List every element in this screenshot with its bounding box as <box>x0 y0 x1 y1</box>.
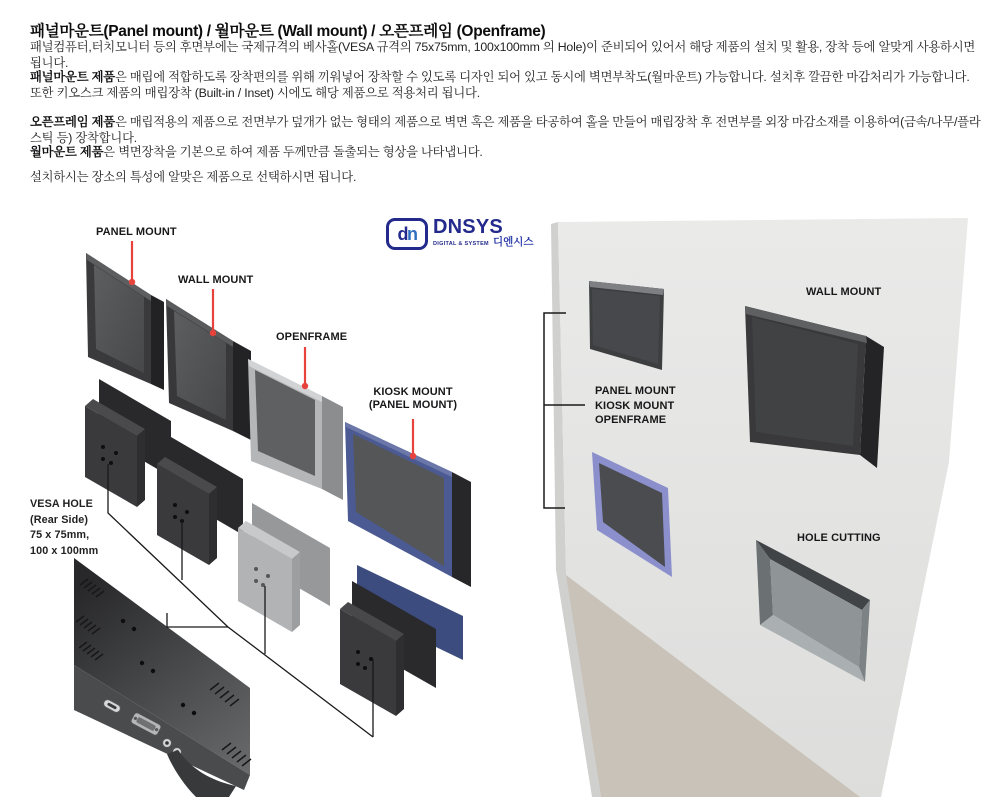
panel-mount-text: 은 매립에 적합하도록 장착편의를 위해 끼워넣어 장착할 수 있도록 디자인 되어 있고 동시에 벽면부착도(월마운트) 가능합니다. 설치후 깔끔한 마감처리가 가능합니다. <box>114 70 970 84</box>
wall-mount-paragraph <box>30 145 988 161</box>
intro-paragraph <box>30 40 988 71</box>
page-title: 패널마운트(Panel mount) / 월마운트 (Wall mount) / 오픈프레임 (Openframe) <box>30 23 546 41</box>
monitor-kiosk-mount <box>345 422 471 587</box>
logo-mark-d: d <box>397 224 407 244</box>
monitor-openframe <box>248 359 343 500</box>
vesa-line-3: 75 x 75mm, <box>30 529 90 541</box>
group-line-3: OPENFRAME <box>595 414 667 426</box>
label-kiosk-line2: (PANEL MOUNT) <box>368 399 458 411</box>
monitor-rear-closeup <box>74 558 251 797</box>
label-openframe: OPENFRAME <box>276 331 348 343</box>
monitor-wall-mount <box>166 299 251 440</box>
label-panel-mount: PANEL MOUNT <box>96 226 177 238</box>
openframe-lead: 오픈프레임 제품 <box>30 115 115 129</box>
vesa-line-2: (Rear Side) <box>30 513 89 526</box>
label-kiosk-line1: KIOSK MOUNT <box>373 386 453 398</box>
right-wall-diagram <box>530 210 1000 797</box>
monitor-panel-mount <box>86 253 164 390</box>
closing-text: 설치하시는 장소의 특성에 알맞은 제품으로 선택하시면 됩니다. <box>30 170 357 184</box>
wall-mount-lead: 월마운트 제품 <box>30 145 104 159</box>
label-hole-cutting: HOLE CUTTING <box>797 532 881 544</box>
openframe-text: 은 매립적용의 제품으로 전면부가 덮개가 없는 형태의 제품으로 벽면 혹은 제품을 타공하여 홀을 만들어 매립장착 후 전면부를 외장 마감소재를 이용하여(금속/나무/플라스틱 등) 장착합니다. <box>30 115 981 145</box>
logo-mark-n: n <box>407 224 417 244</box>
label-mount-group <box>595 384 676 428</box>
intro-text: 패널컴퓨터,터치모니터 등의 후면부에는 국제규격의 베사홀(VESA 규격의 75x75mm, 100x100mm 의 Hole)이 준비되어 있어서 해당 제품의 설치 및 활용, 장착 등에 알맞게 사용하시면 됩니다. <box>30 40 976 70</box>
panel-mount-lead: 패널마운트 제품 <box>30 70 115 84</box>
logo-brand: DNSYS <box>433 216 503 238</box>
label-wall-mount-right: WALL MOUNT <box>806 286 882 298</box>
label-kiosk-mount <box>367 386 459 412</box>
logo-subtitle: DIGITAL & SYSTEM <box>433 241 489 247</box>
label-vesa-hole <box>30 497 98 559</box>
logo-korean: 디엔시스 <box>492 236 534 248</box>
vesa-line-4: 100 x 100mm <box>30 544 99 557</box>
rear-box-kiosk-mount <box>340 565 463 716</box>
group-line-2: KIOSK MOUNT <box>595 399 675 412</box>
panel-mount-line2: 또한 키오스크 제품의 매립장착 (Built-in / Inset) 시에도 해당 제품으로 적용처리 됩니다. <box>30 85 480 100</box>
label-wall-mount: WALL MOUNT <box>178 274 254 286</box>
group-line-1: PANEL MOUNT <box>595 385 676 397</box>
vesa-line-1: VESA HOLE <box>30 498 93 510</box>
panel-mount-paragraph <box>30 70 988 101</box>
openframe-paragraph <box>30 115 988 146</box>
closing-paragraph <box>30 170 988 186</box>
wall-mount-text: 은 벽면장착을 기본으로 하여 제품 두께만큼 돌출되는 형상을 나타냅니다. <box>103 145 483 159</box>
rear-box-openframe <box>238 503 330 632</box>
